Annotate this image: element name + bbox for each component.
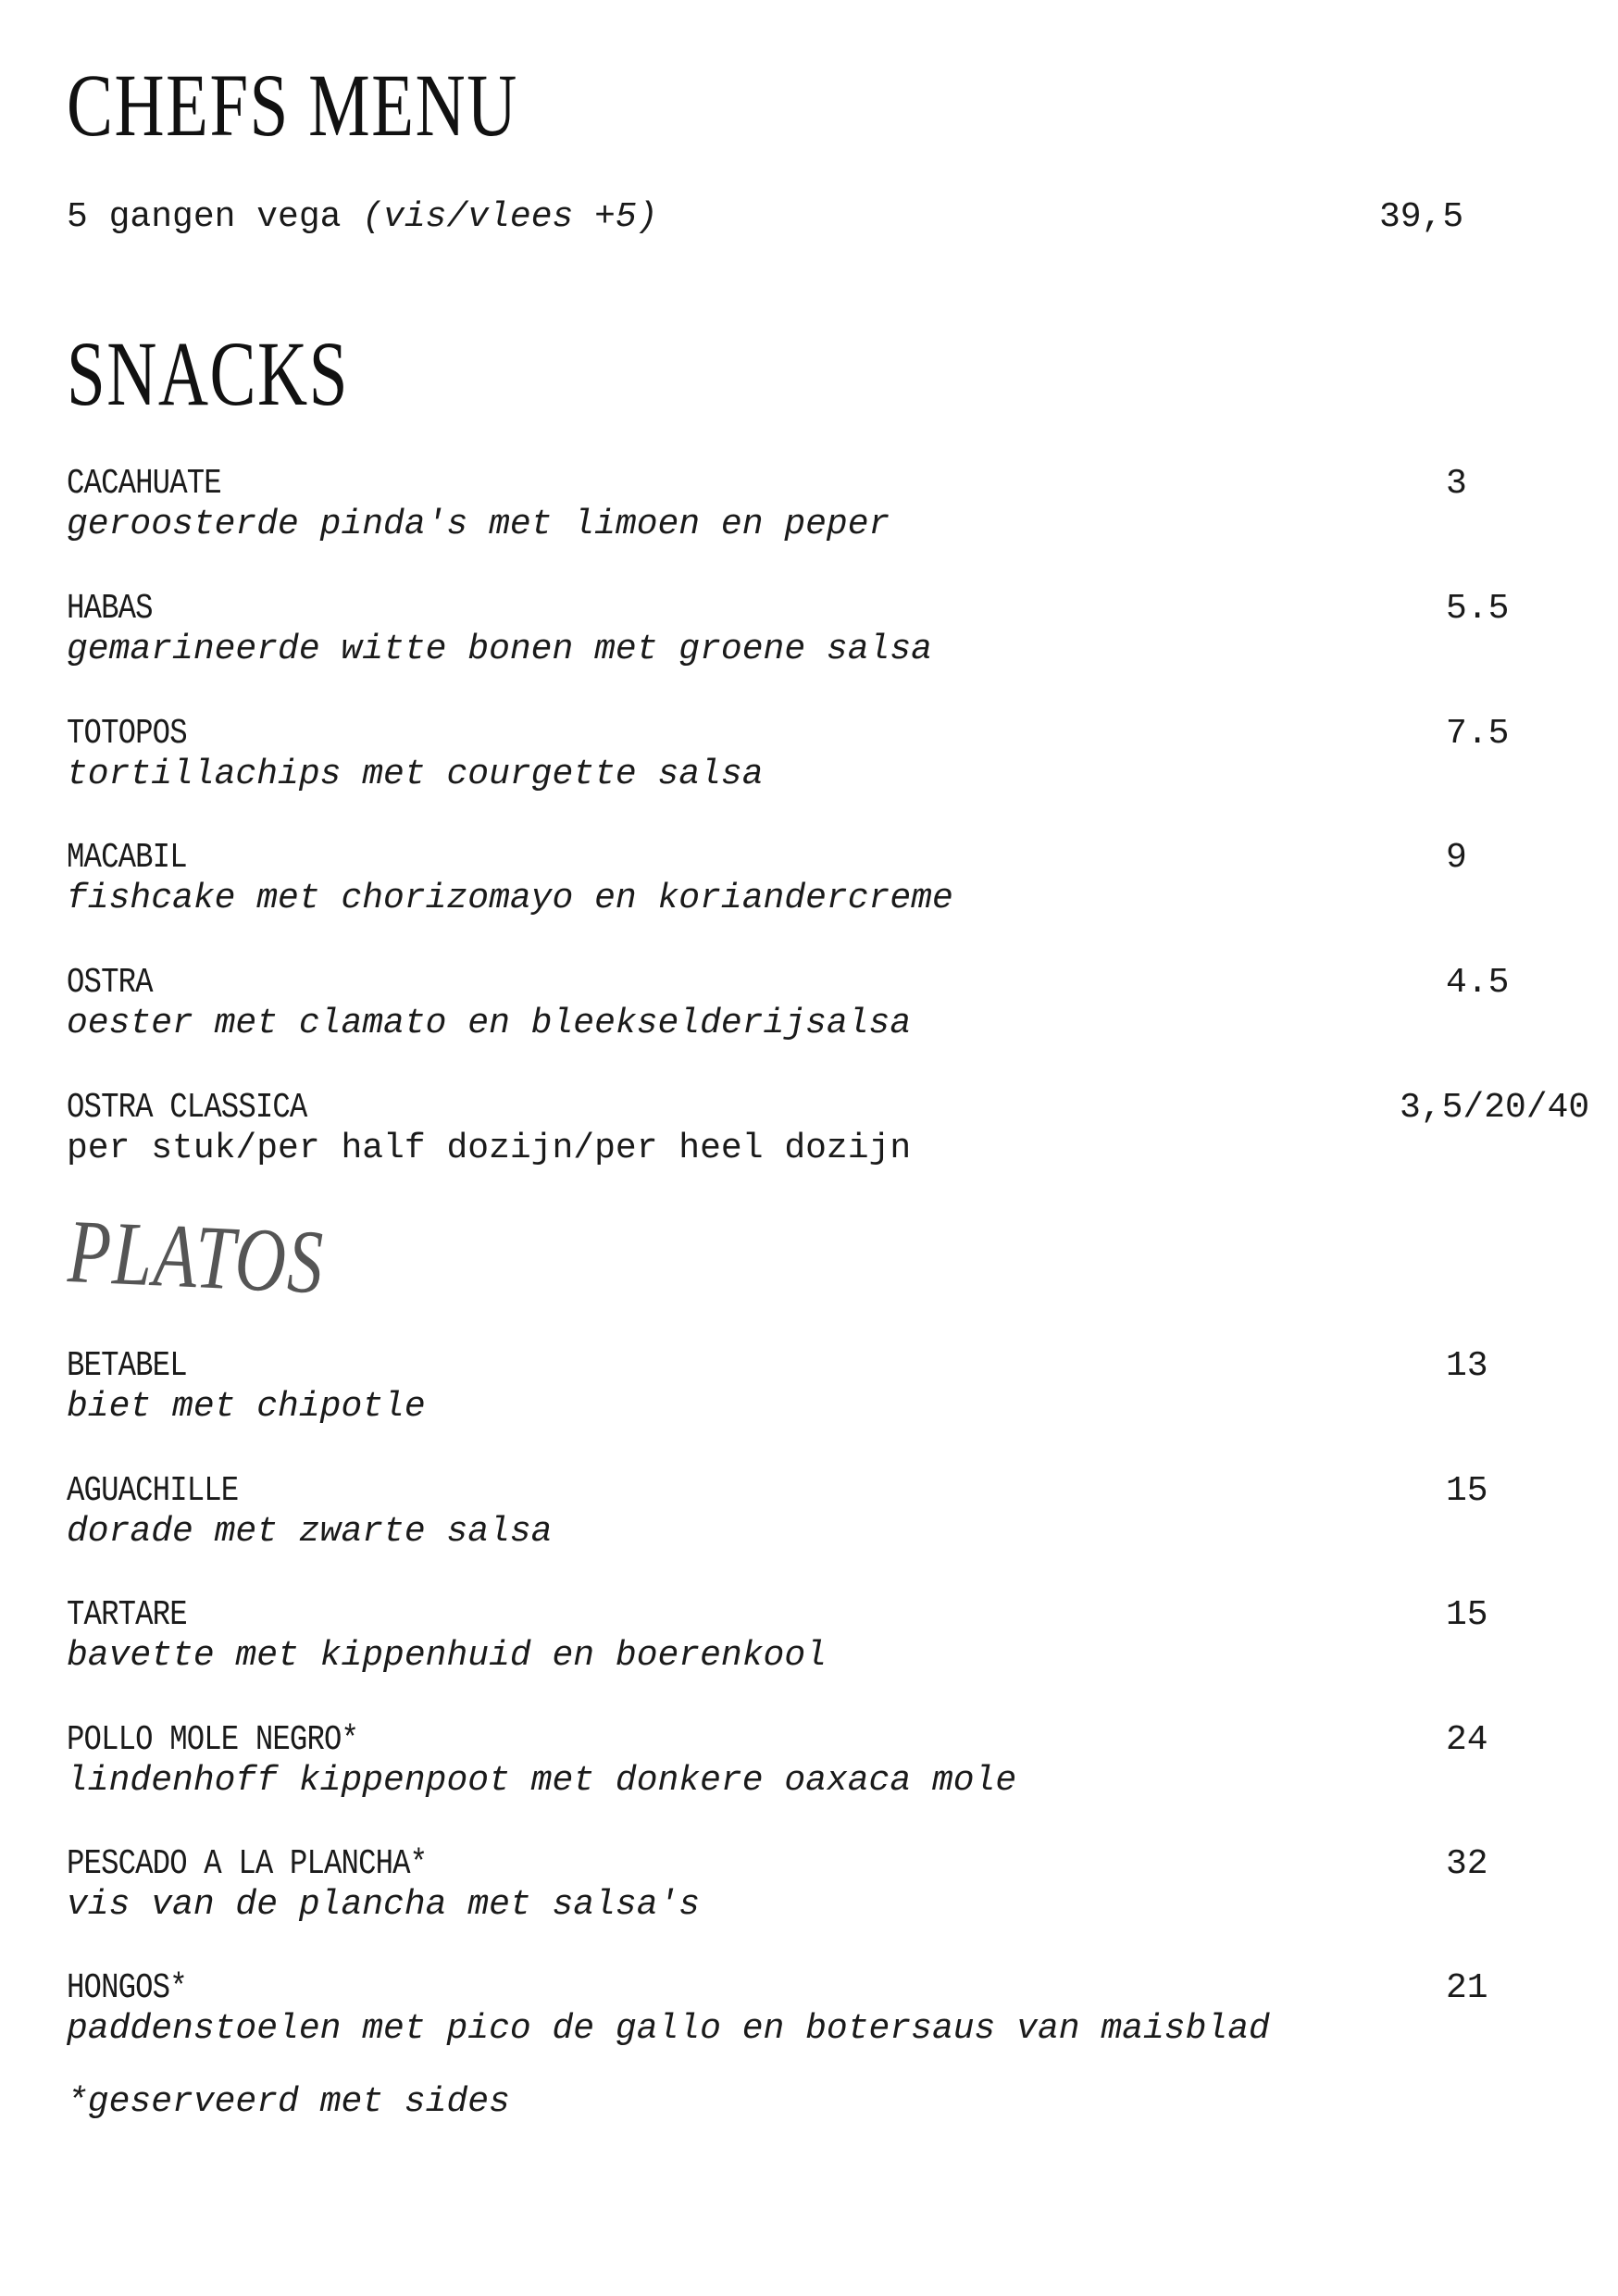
menu-item-price: 3 [1446,464,1467,504]
menu-item-description: fishcake met chorizomayo en koriandercreme [67,879,953,918]
menu-item-name: AGUACHILLE [67,1471,239,1511]
menu-item-description: paddenstoelen met pico de gallo en botersaus van maisblad [67,2009,1270,2049]
menu-item-price: 5.5 [1446,589,1510,629]
menu-item-name: HONGOS* [67,1968,187,2008]
menu-item-name: OSTRA [67,963,153,1003]
menu-item-name: OSTRA CLASSICA [67,1088,307,1128]
menu-item-description: geroosterde pinda's met limoen en peper [67,505,890,544]
menu-item-price: 21 [1446,1968,1488,2008]
platos-footnote: *geserveerd met sides [67,2082,510,2122]
snacks-heading: SNACKS [67,322,349,425]
chefs-menu-heading: CHEFS MENU [67,56,518,155]
menu-item-price: 4.5 [1446,963,1510,1003]
menu-item-price: 13 [1446,1346,1488,1386]
chefs-menu-item-text: 5 gangen vega [67,197,342,237]
menu-item-name: HABAS [67,589,153,629]
menu-item-price: 15 [1446,1471,1488,1511]
menu-item-description: dorade met zwarte salsa [67,1512,553,1552]
menu-item-description: tortillachips met courgette salsa [67,755,764,794]
chefs-menu-item [67,196,658,239]
chefs-menu-price: 39,5 [1379,197,1464,237]
platos-heading: PLATOS [66,1202,326,1314]
menu-item-price: 3,5/20/40 [1400,1088,1590,1128]
menu-item-description: bavette met kippenhuid en boerenkool [67,1636,827,1676]
menu-item-name: MACABIL [67,838,187,878]
menu-item-name: CACAHUATE [67,464,221,504]
menu-item-description: per stuk/per half dozijn/per heel dozijn [67,1129,912,1168]
menu-item-description: lindenhoff kippenpoot met donkere oaxaca mole [67,1761,1017,1801]
chefs-menu-item-note: (vis/vlees +5) [362,197,658,237]
menu-item-price: 9 [1446,838,1467,878]
menu-item-description: gemarineerde witte bonen met groene salsa [67,630,932,669]
menu-item-price: 24 [1446,1720,1488,1760]
menu-item-name: POLLO MOLE NEGRO* [67,1720,359,1760]
menu-item-name: BETABEL [67,1346,187,1386]
menu-item-price: 15 [1446,1595,1488,1635]
menu-item-description: vis van de plancha met salsa's [67,1885,701,1925]
menu-item-price: 7.5 [1446,714,1510,754]
menu-item-name: TARTARE [67,1595,187,1635]
menu-item-price: 32 [1446,1844,1488,1884]
menu-item-description: oester met clamato en bleekselderijsalsa [67,1004,912,1043]
menu-item-description: biet met chipotle [67,1387,426,1427]
menu-item-name: TOTOPOS [67,714,187,754]
menu-item-name: PESCADO A LA PLANCHA* [67,1844,428,1884]
